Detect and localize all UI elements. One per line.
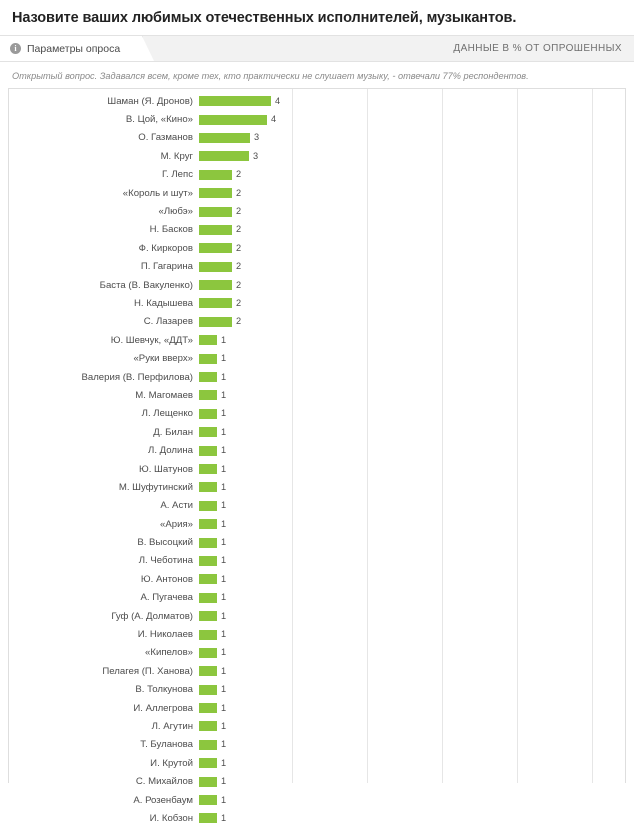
chart-row (9, 441, 625, 459)
chart-bar (199, 758, 217, 768)
chart-row-label: В. Высоцкий (137, 537, 193, 549)
chart-bar (199, 464, 217, 474)
chart-bar-value: 1 (221, 592, 227, 603)
chart-bar-area (199, 368, 625, 386)
chart-row-label: И. Крутой (150, 757, 193, 769)
chart-row (9, 129, 625, 147)
chart-bar-value: 1 (221, 629, 227, 640)
chart-bar-value: 1 (221, 371, 227, 382)
chart-bar-value: 2 (236, 169, 242, 180)
chart-bar (199, 501, 217, 511)
chart-bar-value: 1 (221, 776, 227, 787)
chart-bar (199, 740, 217, 750)
chart-bar-area (199, 791, 625, 809)
chart-row (9, 92, 625, 110)
chart-bar (199, 721, 217, 731)
chart-row (9, 166, 625, 184)
chart-row-label: И. Кобзон (149, 812, 193, 824)
chart-bar (199, 685, 217, 695)
chart-row-label: А. Пугачева (140, 592, 193, 604)
tab-poll-parameters[interactable] (0, 36, 143, 61)
chart-bar (199, 538, 217, 548)
chart-bar-value: 1 (221, 702, 227, 713)
chart-bar (199, 298, 232, 308)
chart-bar-area (199, 460, 625, 478)
chart-row (9, 349, 625, 367)
chart-row-label: О. Газманов (138, 132, 193, 144)
chart-bar-area (199, 754, 625, 772)
chart-row (9, 552, 625, 570)
chart-row-label: Пелагея (П. Ханова) (102, 665, 193, 677)
chart-bar-area (199, 552, 625, 570)
chart-bar (199, 262, 232, 272)
chart-row-label: Ю. Антонов (140, 573, 193, 585)
chart-bar (199, 630, 217, 640)
chart-bar-area (199, 736, 625, 754)
chart-bar (199, 813, 217, 823)
chart-row (9, 110, 625, 128)
chart-row-label: А. Асти (160, 500, 193, 512)
chart-bar (199, 519, 217, 529)
chart-bar-value: 1 (221, 353, 227, 364)
chart-bar-area (199, 772, 625, 790)
chart-row (9, 681, 625, 699)
chart-row-label: М. Шуфутинский (118, 481, 193, 493)
chart-row-label: И. Николаев (137, 629, 193, 641)
chart-row (9, 607, 625, 625)
chart-bar (199, 335, 217, 345)
chart-bar-value: 2 (236, 297, 242, 308)
chart-bar-area (199, 147, 625, 165)
chart-row-label: В. Толкунова (135, 684, 193, 696)
chart-row-label: Д. Билан (153, 426, 193, 438)
chart-row (9, 772, 625, 790)
chart-bar-value: 2 (236, 206, 242, 217)
chart-bar (199, 207, 232, 217)
chart-bar-area (199, 276, 625, 294)
info-icon: i (10, 43, 21, 54)
chart-bar (199, 390, 217, 400)
chart-row (9, 239, 625, 257)
chart-bar-value: 1 (221, 684, 227, 695)
chart-row-label: Г. Лепс (162, 169, 193, 181)
chart-bar-area (199, 589, 625, 607)
chart-bar (199, 151, 249, 161)
chart-row (9, 294, 625, 312)
chart-row-label: «Король и шут» (122, 187, 193, 199)
chart-row-label: С. Михайлов (135, 776, 193, 788)
chart-bar-area (199, 349, 625, 367)
chart-bar-area (199, 497, 625, 515)
chart-bar (199, 666, 217, 676)
chart-bar (199, 115, 267, 125)
chart-row (9, 202, 625, 220)
chart-bar-value: 1 (221, 573, 227, 584)
chart-bar-area (199, 662, 625, 680)
chart-row (9, 184, 625, 202)
chart-bar-value: 1 (221, 518, 227, 529)
chart-bar-area (199, 331, 625, 349)
chart-bar (199, 170, 232, 180)
chart-bar-area (199, 258, 625, 276)
chart-bar-area (199, 405, 625, 423)
chart-bar-area (199, 533, 625, 551)
chart-row-label: Н. Басков (149, 224, 193, 236)
chart-row-label: Ф. Киркоров (138, 242, 193, 254)
chart-row (9, 405, 625, 423)
chart-bar-value: 1 (221, 334, 227, 345)
chart-row (9, 662, 625, 680)
chart-bar-value: 1 (221, 720, 227, 731)
chart-bar-value: 1 (221, 794, 227, 805)
chart-row-label: «Любэ» (158, 206, 193, 218)
chart-bar-area (199, 202, 625, 220)
chart-bar-area (199, 809, 625, 827)
chart-bar-value: 1 (221, 610, 227, 621)
chart-bar-value: 1 (221, 481, 227, 492)
chart-bar (199, 446, 217, 456)
chart-row-label: Валерия (В. Перфилова) (81, 371, 193, 383)
chart-row-label: Л. Долина (148, 445, 193, 457)
chart-bar-area (199, 239, 625, 257)
chart-bar-value: 1 (221, 665, 227, 676)
chart-bar-area (199, 515, 625, 533)
chart-bar-value: 2 (236, 279, 242, 290)
chart-row (9, 644, 625, 662)
chart-row (9, 809, 625, 827)
chart-bar (199, 593, 217, 603)
chart-bar-value: 4 (271, 114, 277, 125)
chart-bar (199, 243, 232, 253)
chart-bar-area (199, 92, 625, 110)
chart-row-label: Шаман (Я. Дронов) (107, 95, 193, 107)
chart-row (9, 221, 625, 239)
chart-bar-area (199, 166, 625, 184)
chart-bar (199, 133, 250, 143)
title-bar (0, 0, 634, 35)
bar-chart (8, 88, 626, 824)
chart-bar (199, 354, 217, 364)
chart-bar-area (199, 625, 625, 643)
chart-row-label: М. Круг (160, 150, 193, 162)
chart-bar-value: 1 (221, 408, 227, 419)
chart-bar (199, 777, 217, 787)
chart-row-label: Гуф (А. Долматов) (111, 610, 193, 622)
chart-row-label: «Руки вверх» (133, 353, 193, 365)
chart-row-label: П. Гагарина (140, 261, 193, 273)
chart-row-label: И. Аллегрова (133, 702, 193, 714)
chart-bar (199, 556, 217, 566)
chart-bar-value: 1 (221, 500, 227, 511)
chart-bar-area (199, 423, 625, 441)
chart-row-label: Ю. Шевчук, «ДДТ» (110, 334, 193, 346)
chart-bar-value: 1 (221, 739, 227, 750)
chart-bar-value: 1 (221, 555, 227, 566)
chart-row-label: М. Магомаев (135, 389, 193, 401)
chart-row (9, 625, 625, 643)
chart-bar (199, 574, 217, 584)
chart-row-label: Н. Кадышева (133, 297, 193, 309)
chart-row (9, 570, 625, 588)
chart-bar-area (199, 110, 625, 128)
chart-bar-value: 1 (221, 445, 227, 456)
chart-row-label: «Кипелов» (145, 647, 193, 659)
chart-bar-value: 1 (221, 812, 227, 823)
chart-bar-value: 4 (275, 95, 281, 106)
chart-row (9, 460, 625, 478)
chart-bar-value: 2 (236, 224, 242, 235)
chart-bar-area (199, 294, 625, 312)
chart-bar-value: 2 (236, 242, 242, 253)
chart-row (9, 368, 625, 386)
chart-bar (199, 188, 232, 198)
chart-bar (199, 611, 217, 621)
chart-bar (199, 648, 217, 658)
chart-bar-value: 3 (254, 132, 260, 143)
chart-row-label: А. Розенбаум (133, 794, 193, 806)
chart-bar-area (199, 221, 625, 239)
chart-bar (199, 703, 217, 713)
chart-note: Открытый вопрос. Задавался всем, кроме тех, кто практически не слушает музыку, - отвечали 77% респондентов. (12, 71, 529, 81)
chart-row (9, 313, 625, 331)
chart-bar-area (199, 717, 625, 735)
tab-strip (0, 35, 634, 62)
tab-poll-parameters-label: Параметры опроса (27, 42, 121, 55)
chart-bar (199, 372, 217, 382)
chart-bar-value: 1 (221, 426, 227, 437)
chart-bar-area (199, 478, 625, 496)
chart-row-label: Л. Чеботина (138, 555, 193, 567)
page-title: Назовите ваших любимых отечественных исполнителей, музыкантов. (12, 10, 517, 26)
chart-row (9, 386, 625, 404)
chart-bar (199, 795, 217, 805)
chart-row (9, 331, 625, 349)
units-label: ДАННЫЕ В % ОТ ОПРОШЕННЫХ (453, 43, 622, 54)
chart-bar-area (199, 386, 625, 404)
chart-bar-area (199, 129, 625, 147)
chart-bar (199, 317, 232, 327)
chart-bar-area (199, 699, 625, 717)
chart-row (9, 258, 625, 276)
chart-bar (199, 409, 217, 419)
chart-bar (199, 280, 232, 290)
chart-row-label: Л. Лещенко (141, 408, 193, 420)
chart-row-label: Л. Агутин (151, 720, 193, 732)
chart-bar-value: 1 (221, 757, 227, 768)
chart-row (9, 699, 625, 717)
chart-rows (9, 89, 625, 828)
chart-bar-value: 1 (221, 647, 227, 658)
chart-bar-value: 2 (236, 316, 242, 327)
chart-row (9, 754, 625, 772)
chart-bar-area (199, 441, 625, 459)
chart-bar (199, 427, 217, 437)
chart-bar-value: 1 (221, 463, 227, 474)
chart-bar-area (199, 607, 625, 625)
chart-row-label: «Ария» (160, 518, 193, 530)
chart-row-label: Т. Буланова (140, 739, 193, 751)
chart-row (9, 147, 625, 165)
chart-row (9, 791, 625, 809)
chart-bar-value: 2 (236, 261, 242, 272)
chart-row-label: Баста (В. Вакуленко) (99, 279, 193, 291)
chart-bar-value: 1 (221, 389, 227, 400)
chart-row (9, 533, 625, 551)
chart-bar (199, 225, 232, 235)
chart-bar-area (199, 644, 625, 662)
chart-row (9, 478, 625, 496)
chart-row (9, 276, 625, 294)
chart-bar-area (199, 681, 625, 699)
chart-bar-area (199, 313, 625, 331)
chart-row (9, 423, 625, 441)
chart-row (9, 736, 625, 754)
chart-row-label: С. Лазарев (143, 316, 193, 328)
chart-bar (199, 482, 217, 492)
chart-bar-value: 3 (253, 150, 259, 161)
chart-bar-value: 1 (221, 537, 227, 548)
chart-row (9, 717, 625, 735)
chart-row (9, 589, 625, 607)
chart-bar (199, 96, 271, 106)
chart-row-label: В. Цой, «Кино» (125, 114, 193, 126)
chart-bar-value: 2 (236, 187, 242, 198)
chart-bar-area (199, 184, 625, 202)
chart-row-label: Ю. Шатунов (139, 463, 193, 475)
chart-bar-area (199, 570, 625, 588)
chart-row (9, 515, 625, 533)
chart-row (9, 497, 625, 515)
